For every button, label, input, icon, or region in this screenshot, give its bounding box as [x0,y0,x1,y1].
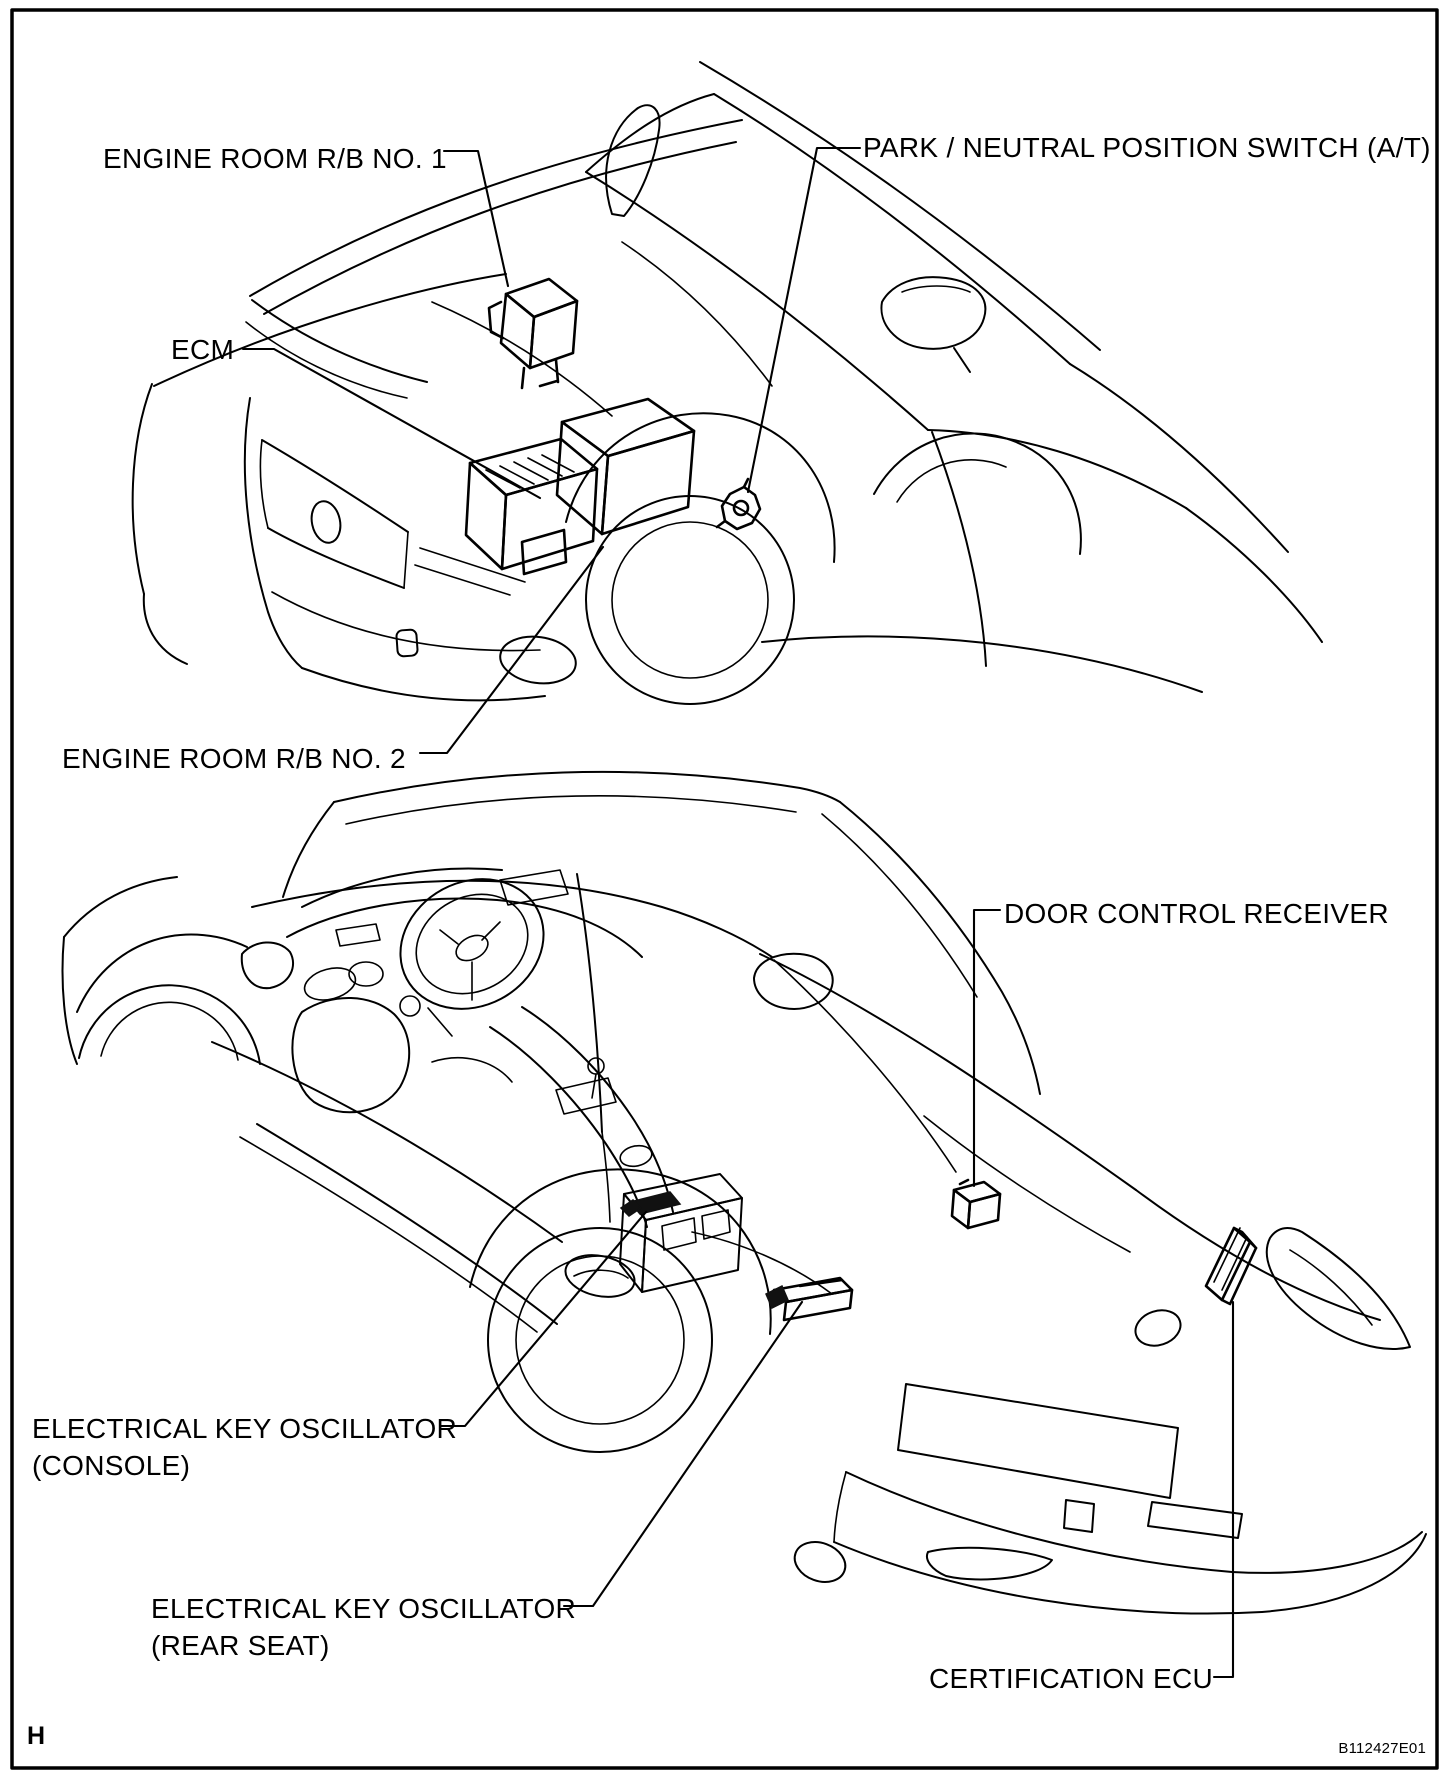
label-line: (CONSOLE) [32,1450,191,1481]
engine-room-rb-no2-box [466,439,597,574]
page-border [12,10,1437,1768]
park-neutral-position-switch [717,479,760,529]
label-electrical-key-oscillator-rear-seat [151,1590,576,1664]
ecm-box [557,399,694,534]
leader-certification-ecu [1214,1302,1233,1677]
leader-door-control-receiver [974,910,1000,1186]
page-letter: H [27,1722,46,1750]
door-control-receiver-box [952,1180,1000,1228]
label-door-control-receiver: DOOR CONTROL RECEIVER [1004,898,1389,929]
key-oscillator-rear-seat-box [766,1278,852,1320]
label-park-neutral-position-switch: PARK / NEUTRAL POSITION SWITCH (A/T) [863,132,1431,163]
label-ecm: ECM [171,334,235,365]
leader-park-neutral-switch [748,148,860,492]
label-line: (REAR SEAT) [151,1630,330,1661]
label-line: ELECTRICAL KEY OSCILLATOR [32,1413,458,1444]
figure-code: B112427E01 [1338,1740,1426,1757]
label-engine-room-rb-no2: ENGINE ROOM R/B NO. 2 [62,743,406,774]
label-line: ELECTRICAL KEY OSCILLATOR [151,1593,577,1624]
leader-engine-room-rb-no1 [444,151,508,286]
label-certification-ecu: CERTIFICATION ECU [929,1663,1214,1694]
key-oscillator-console-box [621,1192,680,1216]
certification-ecu-box [1206,1228,1256,1304]
engine-room-rb-no1-box [489,279,577,388]
label-electrical-key-oscillator-console [32,1410,457,1484]
label-engine-room-rb-no1: ENGINE ROOM R/B NO. 1 [103,143,447,174]
